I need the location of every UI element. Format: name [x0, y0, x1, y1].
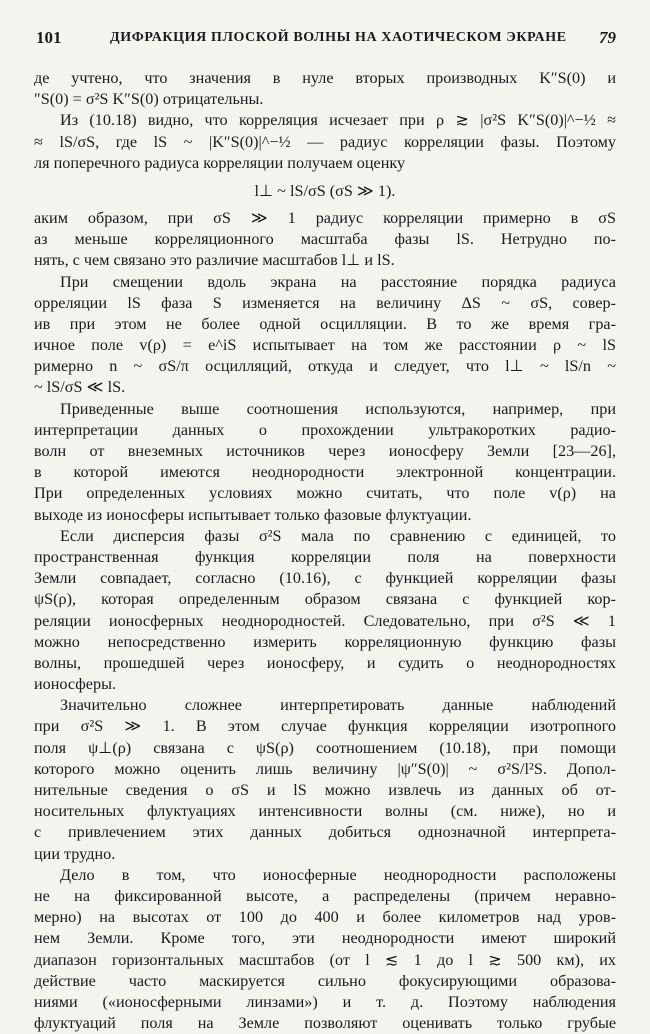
text-line: флуктуаций поля на Земле позволяют оценивать только грубые: [34, 1014, 616, 1033]
running-title: ДИФРАКЦИЯ ПЛОСКОЙ ВОЛНЫ НА ХАОТИЧЕСКОМ ЭКРАНЕ: [110, 30, 567, 45]
text-line: с привлечением этих данных добиться однозначной интерпрета-: [34, 823, 616, 842]
text-line: выходе из ионосферы испытывает только фазовые флуктуации.: [34, 505, 472, 524]
text-line: волны, прошедшей через ионосферу, и судить о неоднородностях: [34, 653, 616, 672]
text-line: ~ lS/σS ≪ lS.: [34, 378, 126, 397]
text-line: Земли совпадает, согласно (10.16), с функцией корреляции фазы: [34, 569, 616, 588]
text-line: ″S(0) = σ²S K″S(0) отрицательны.: [34, 90, 264, 109]
text-line: При определенных условиях можно считать, что поле v(ρ) на: [34, 484, 616, 503]
text-line: При смещении вдоль экрана на расстояние порядка радиуса: [60, 272, 616, 291]
text-line: Дело в том, что ионосферные неоднородности расположены: [60, 865, 616, 884]
text-line: ив при этом не более одной осцилляции. В то же время гра-: [34, 314, 616, 333]
text-line: орреляции lS фаза S изменяется на величину ΔS ~ σS, совер-: [34, 293, 616, 312]
text-line: мерно) на высотах от 100 до 400 и более километров над уров-: [34, 908, 616, 927]
text-line: ≈ lS/σS, где lS ~ |K″S(0)|^−½ — радиус корреляции фазы. Поэтому: [34, 132, 616, 151]
text-line: де учтено, что значения в нуле вторых производных K″S(0) и: [34, 69, 616, 87]
text-line: волн от внеземных источников через ионосферу Земли [23—26],: [34, 442, 616, 460]
text-line: действие часто маскируется сильно фокусирующими образова-: [34, 971, 616, 990]
text-line: ля поперечного радиуса корреляции получаем оценку: [34, 153, 406, 172]
text-line: интерпретации данных о прохождении ультракоротких радио-: [34, 420, 616, 439]
text-line: Приведенные выше соотношения используются, например, при: [60, 399, 616, 418]
text-line: не на фиксированной высоте, а распределены (причем неравно-: [34, 886, 616, 905]
text-line: Если дисперсия фазы σ²S мала по сравнению с единицей, то: [60, 526, 616, 545]
text-line: Из (10.18) видно, что корреляция исчезает при ρ ≳ |σ²S K″S(0)|^−½ ≈: [60, 111, 616, 130]
text-line: при σ²S ≫ 1. В этом случае функция корреляции изотропного: [34, 717, 616, 736]
text-line: в которой имеются неоднородности электронной концентрации.: [34, 463, 616, 482]
text-line: которого можно оценить лишь величину |ψ″S(0)| ~ σ²S/l²S. Допол-: [34, 759, 616, 778]
text-line: поля ψ⊥(ρ) связана с ψS(ρ) соотношением (10.18), при помощи: [34, 738, 616, 757]
page-body: [34, 68, 616, 1034]
text-line: реляции ионосферных неоднородностей. Следовательно, при σ²S ≪ 1: [34, 611, 616, 630]
text-line: ψS(ρ), которая определенным образом связана с функцией кор-: [34, 590, 616, 609]
page-number-left: 101: [36, 28, 62, 47]
text-line: диапазон горизонтальных масштабов (от l ≲ 1 до l ≳ 500 км), их: [34, 950, 616, 969]
text-line: ции трудно.: [34, 844, 116, 863]
text-line: ниями («ионосферными линзами») и т. д. Поэтому наблюдения: [34, 992, 616, 1011]
text-line: нем Земли. Кроме того, эти неоднородности имеют широкий: [34, 929, 616, 948]
text-line: можно непосредственно измерить корреляционную функцию фазы: [34, 632, 616, 651]
text-line: аз меньше корреляционного масштаба фазы lS. Нетрудно по-: [34, 230, 616, 249]
text-line: аким образом, при σS ≫ 1 радиус корреляции примерно в σS: [34, 208, 616, 227]
text-line: нять, с чем связано это различие масштабов l⊥ и lS.: [34, 251, 395, 270]
text-line: нительные сведения о σS и lS можно извлечь из данных об от-: [34, 781, 616, 799]
text-line: ичное поле v(ρ) = e^iS испытывает на том же расстоянии ρ ~ lS: [34, 336, 616, 355]
text-line: пространственная функция корреляции поля на поверхности: [34, 547, 616, 566]
text-line: носительных флуктуациях интенсивности волны (см. ниже), но и: [34, 802, 616, 821]
page-header: [36, 28, 616, 52]
text-line: римерно n ~ σS/π осцилляций, откуда и следует, что l⊥ ~ lS/n ~: [34, 357, 616, 376]
page-number-right: 79: [599, 28, 616, 47]
display-formula: l⊥ ~ lS/σS (σS ≫ 1).: [254, 181, 396, 200]
text-line: ионосферы.: [34, 675, 116, 694]
text-line: Значительно сложнее интерпретировать данные наблюдений: [60, 696, 616, 715]
